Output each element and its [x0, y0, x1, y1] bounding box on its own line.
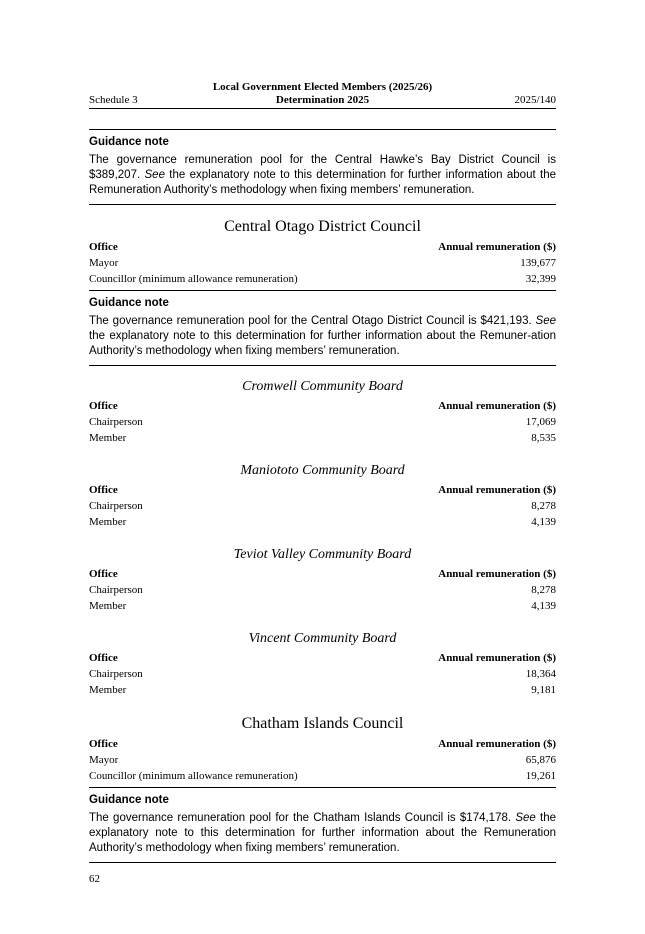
guidance-note-central-otago [89, 291, 556, 366]
section-heading-teviot-valley: Teviot Valley Community Board [233, 547, 412, 562]
section-heading-central-otago: Central Otago District Council [224, 218, 421, 235]
table-header-row: Office Annual remuneration ($) [89, 568, 556, 580]
header-title [89, 81, 556, 107]
section-heading-cromwell: Cromwell Community Board [242, 379, 403, 394]
table-row: Mayor 65,876 [89, 754, 556, 766]
guidance-note-text: The governance remuneration pool for the Central Otago District Council is $421,193. See the explanatory note to this determination for further information about the Remuner-ation Authority’s methodology when fixing members’ remuneration. [89, 315, 556, 357]
guidance-note-text: The governance remuneration pool for the Chatham Islands Council is $174,178. See the explanatory note to this determination for further information about the Remuneration Authority’s methodology when fixing members’ remuneration. [89, 812, 557, 854]
table-header-row: Office Annual remuneration ($) [89, 652, 556, 664]
header-title-line1: Local Government Elected Members (2025/26) [212, 81, 433, 93]
section-heading-chatham-islands: Chatham Islands Council [241, 715, 404, 732]
table-central-otago [89, 239, 556, 291]
guidance-note-heading: Guidance note [89, 136, 169, 148]
table-row: Councillor (minimum allowance remuneration) 19,261 [89, 770, 556, 782]
table-row: Chairperson 17,069 [89, 416, 556, 428]
header-reference: 2025/140 [514, 94, 556, 106]
table-chatham-islands [89, 736, 556, 788]
header-schedule: Schedule 3 [89, 94, 138, 106]
table-row: Member 4,139 [89, 600, 556, 612]
table-header-row: Office Annual remuneration ($) [89, 241, 556, 253]
table-row: Member 4,139 [89, 516, 556, 528]
running-header [89, 79, 556, 109]
table-row: Member 8,535 [89, 432, 556, 444]
table-row: Councillor (minimum allowance remuneration) 32,399 [89, 273, 556, 285]
table-row: Mayor 139,677 [89, 257, 556, 269]
guidance-note-hawkes-bay [89, 129, 556, 205]
header-title-line2: Determination 2025 [275, 94, 370, 106]
guidance-note-chatham [89, 788, 556, 863]
table-cromwell [89, 398, 556, 446]
table-row: Chairperson 8,278 [89, 584, 556, 596]
page-content [89, 79, 556, 863]
section-heading-maniototo: Maniototo Community Board [240, 463, 405, 478]
table-teviot-valley [89, 566, 556, 614]
table-row: Chairperson 18,364 [89, 668, 556, 680]
page-number: 62 [89, 873, 100, 885]
table-header-row: Office Annual remuneration ($) [89, 484, 556, 496]
table-row: Chairperson 8,278 [89, 500, 556, 512]
section-heading-vincent: Vincent Community Board [248, 631, 397, 646]
table-header-row: Office Annual remuneration ($) [89, 738, 556, 750]
table-maniototo [89, 482, 556, 530]
guidance-note-heading: Guidance note [89, 297, 169, 309]
guidance-note-text: The governance remuneration pool for the Central Hawke’s Bay District Council is $389,207. See the explanatory note to this determination for further information about the Remuneration Authority’s methodology when fixing members’ remuneration. [89, 154, 556, 196]
table-row: Member 9,181 [89, 684, 556, 696]
table-vincent [89, 650, 556, 698]
table-header-row: Office Annual remuneration ($) [89, 400, 556, 412]
guidance-note-heading: Guidance note [89, 794, 169, 806]
